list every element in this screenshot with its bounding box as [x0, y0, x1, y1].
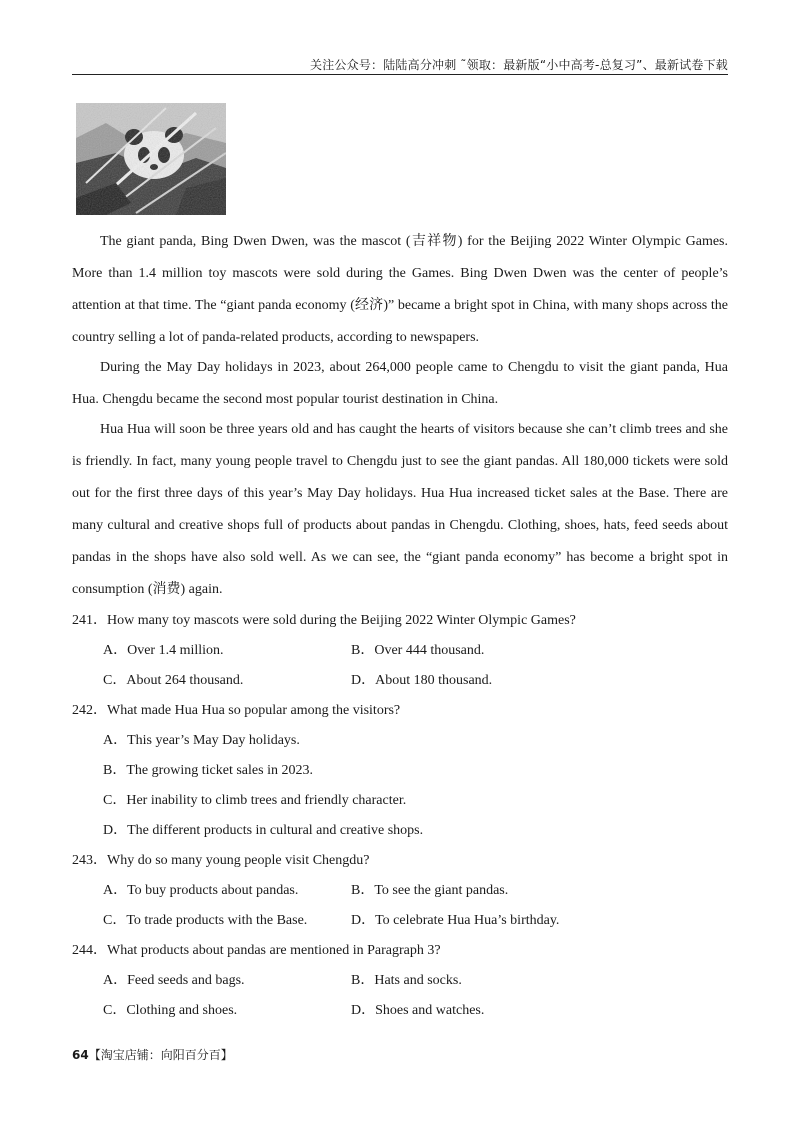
question-244-stem: 244．What products about pandas are mentioned in Paragraph 3?: [72, 943, 441, 958]
question-244-option-b[interactable]: B．Hats and socks.: [351, 973, 462, 988]
question-244-option-a[interactable]: A．Feed seeds and bags.: [103, 973, 245, 988]
question-244-option-c[interactable]: C．Clothing and shoes.: [103, 1003, 238, 1018]
question-242-option-b[interactable]: B．The growing ticket sales in 2023.: [103, 763, 313, 778]
footer-shop-label: 【淘宝店铺：向阳百分百】: [88, 1048, 233, 1062]
question-241-option-c[interactable]: C．About 264 thousand.: [103, 673, 244, 688]
passage-paragraph-1: The giant panda, Bing Dwen Dwen, was the mascot (吉祥物) for the Beijing 2022 Winter Olympic Games. More than 1.4 million toy mascots were sold during the Games. Bing Dwen Dwen was the center of people’s attention at that time. The “giant panda economy (经济)” became a bright spot in China, with many shops across the country selling a lot of panda-related products, according to newspapers.: [72, 234, 728, 345]
question-243-option-a[interactable]: A．To buy products about pandas.: [103, 883, 299, 898]
question-242-stem: 242．What made Hua Hua so popular among the visitors?: [72, 703, 401, 718]
question-243-option-c[interactable]: C．To trade products with the Base.: [103, 913, 308, 928]
question-243-stem: 243．Why do so many young people visit Chengdu?: [72, 853, 370, 868]
header-rule: [72, 74, 728, 75]
question-244-option-d[interactable]: D．Shoes and watches.: [351, 1003, 485, 1018]
question-242-option-a[interactable]: A．This year’s May Day holidays.: [103, 733, 300, 748]
question-241-option-d[interactable]: D．About 180 thousand.: [351, 673, 493, 688]
question-242-option-d[interactable]: D．The different products in cultural and creative shops.: [103, 823, 424, 838]
question-241-option-a[interactable]: A．Over 1.4 million.: [103, 643, 224, 658]
question-241-stem: 241．How many toy mascots were sold during the Beijing 2022 Winter Olympic Games?: [72, 613, 576, 628]
page-header: 关注公众号：陆陆高分冲刺 ˜领取：最新版“小中高考-总复习”、最新试卷下载: [310, 58, 728, 72]
giant-panda-photo: [76, 103, 226, 215]
passage-paragraph-2: During the May Day holidays in 2023, about 264,000 people came to Chengdu to visit the giant panda, Hua Hua. Chengdu became the second most popular tourist destination in China.: [72, 360, 728, 407]
question-241-option-b[interactable]: B．Over 444 thousand.: [351, 643, 485, 658]
question-243-option-d[interactable]: D．To celebrate Hua Hua’s birthday.: [351, 913, 560, 928]
question-243-option-b[interactable]: B．To see the giant pandas.: [351, 883, 509, 898]
question-242-option-c[interactable]: C．Her inability to climb trees and friendly character.: [103, 793, 407, 808]
page-footer: [72, 1046, 233, 1063]
passage-paragraph-3: Hua Hua will soon be three years old and has caught the hearts of visitors because she can’t climb trees and she is friendly. In fact, many young people travel to Chengdu just to see the giant pandas. All 180,000 tickets were sold out for the first three days of this year’s May Day holidays. Hua Hua increased ticket sales at the Base. There are many cultural and creative shops full of products about pandas in Chengdu. Clothing, shoes, hats, feed seeds about pandas in the shops have also sold well. As we can see, the “giant panda economy” has become a bright spot in consumption (消费) again.: [72, 422, 728, 597]
page-number: 64: [72, 1048, 89, 1062]
